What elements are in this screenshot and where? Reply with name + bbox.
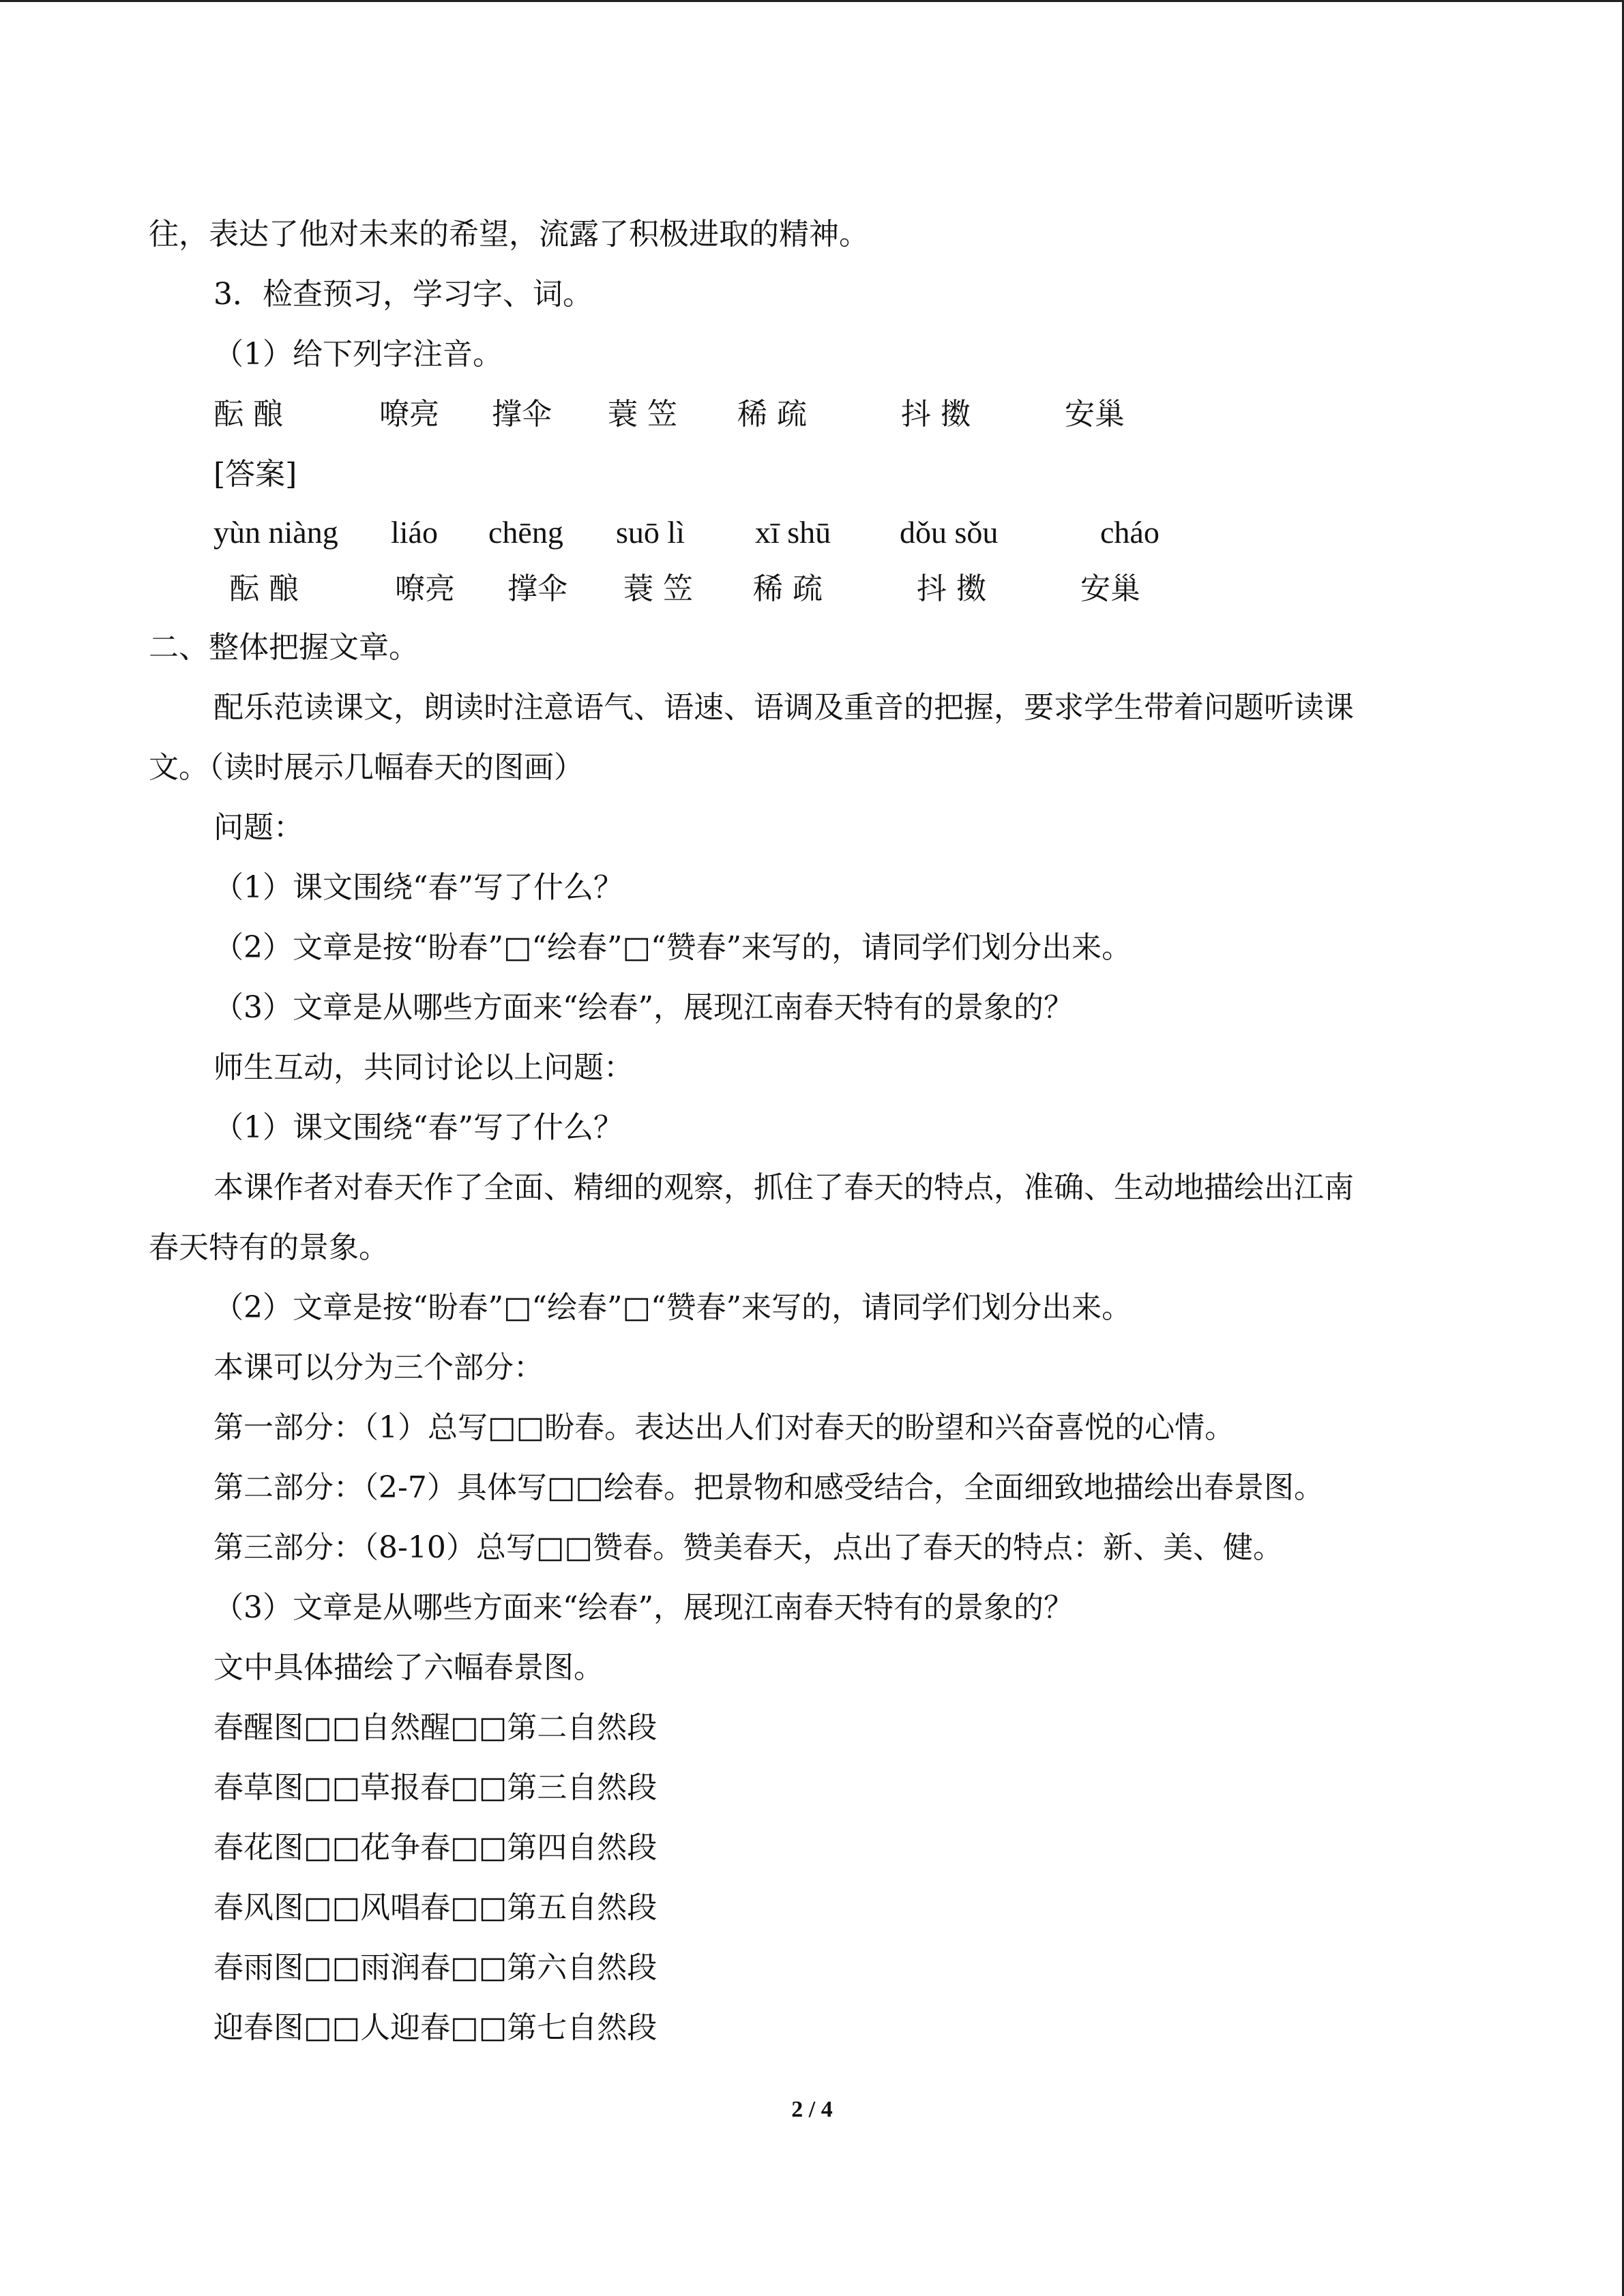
pinyin-7: cháo (1100, 515, 1160, 550)
pinyin-3: chēng (488, 515, 563, 550)
question-3: （3）文章是从哪些方面来“绘春”，展现江南春天特有的景象的？ (213, 990, 1074, 1025)
answer-word-2: 嘹亮 (395, 571, 455, 606)
word-1: 酝 酿 (213, 397, 283, 432)
question-2: （2）文章是按“盼春”□“绘春”□“赞春”来写的，请同学们划分出来。 (213, 930, 1132, 965)
page-number: 2 / 4 (791, 2097, 833, 2122)
section-item-3: 3．检查预习，学习字、词。 (213, 277, 593, 312)
answer-2-question: （2）文章是按“盼春”□“绘春”□“赞春”来写的，请同学们划分出来。 (213, 1290, 1132, 1325)
answer-3-intro: 文中具体描绘了六幅春景图。 (213, 1650, 604, 1685)
pinyin-2: liáo (391, 515, 438, 550)
answer-word-1: 酝 酿 (229, 571, 299, 606)
reading-paragraph-line-1: 配乐范读课文，朗读时注意语气、语速、语调及重音的把握，要求学生带着问题听读课 (213, 690, 1354, 725)
part-3: 第三部分：（8-10）总写□□赞春。赞美春天，点出了春天的特点：新、美、健。 (213, 1530, 1283, 1565)
paragraph-continuation: 往，表达了他对未来的希望，流露了积极进取的精神。 (149, 217, 869, 252)
answer-3-question: （3）文章是从哪些方面来“绘春”，展现江南春天特有的景象的？ (213, 1590, 1074, 1625)
word-6: 抖 擞 (901, 397, 971, 432)
part-1: 第一部分：（1）总写□□盼春。表达出人们对春天的盼望和兴奋喜悦的心情。 (213, 1410, 1235, 1445)
question-1: （1）课文围绕“春”写了什么？ (213, 870, 623, 905)
pinyin-4: suō lì (616, 515, 685, 550)
answer-1-line-2: 春天特有的景象。 (149, 1230, 389, 1265)
pinyin-5: xī shū (755, 515, 831, 550)
part-2: 第二部分：（2-7）具体写□□绘春。把景物和感受结合，全面细致地描绘出春景图。 (213, 1470, 1324, 1505)
sub-item-1: （1）给下列字注音。 (213, 337, 503, 372)
scene-2: 春草图□□草报春□□第三自然段 (213, 1770, 658, 1805)
answer-1-line-1: 本课作者对春天作了全面、精细的观察，抓住了春天的特点，准确、生动地描绘出江南 (213, 1170, 1354, 1205)
scene-1: 春醒图□□自然醒□□第二自然段 (213, 1710, 658, 1745)
answer-word-list (149, 561, 1465, 618)
word-list (149, 385, 1465, 445)
scene-3: 春花图□□花争春□□第四自然段 (213, 1830, 658, 1865)
word-7: 安巢 (1065, 397, 1125, 432)
word-3: 撑伞 (492, 397, 552, 432)
answer-word-4: 蓑 笠 (623, 571, 693, 606)
answer-word-7: 安巢 (1080, 571, 1140, 606)
answer-2-intro: 本课可以分为三个部分： (213, 1350, 544, 1385)
pinyin-1: yùn niàng (213, 515, 338, 550)
discussion-intro: 师生互动，共同讨论以上问题： (213, 1050, 634, 1085)
document-body (149, 205, 1465, 2058)
answer-1-question: （1）课文围绕“春”写了什么？ (213, 1110, 623, 1145)
pinyin-list (149, 505, 1465, 561)
answer-word-5: 稀 疏 (753, 571, 823, 606)
scene-5: 春雨图□□雨润春□□第六自然段 (213, 1950, 658, 1985)
reading-paragraph-line-2: 文。（读时展示几幅春天的图画） (149, 750, 584, 785)
pinyin-6: dǒu sǒu (900, 515, 999, 550)
questions-label: 问题： (213, 810, 304, 845)
scene-4: 春风图□□风唱春□□第五自然段 (213, 1890, 658, 1925)
word-4: 蓑 笠 (608, 397, 677, 432)
word-5: 稀 疏 (737, 397, 807, 432)
scene-6: 迎春图□□人迎春□□第七自然段 (213, 2010, 658, 2045)
answer-word-3: 撑伞 (507, 571, 567, 606)
answer-word-6: 抖 擞 (917, 571, 986, 606)
word-2: 嘹亮 (379, 397, 439, 432)
section-heading-2: 二、整体把握文章。 (149, 630, 419, 665)
answer-label: [答案] (213, 457, 297, 492)
page-top-border (0, 0, 1624, 2)
